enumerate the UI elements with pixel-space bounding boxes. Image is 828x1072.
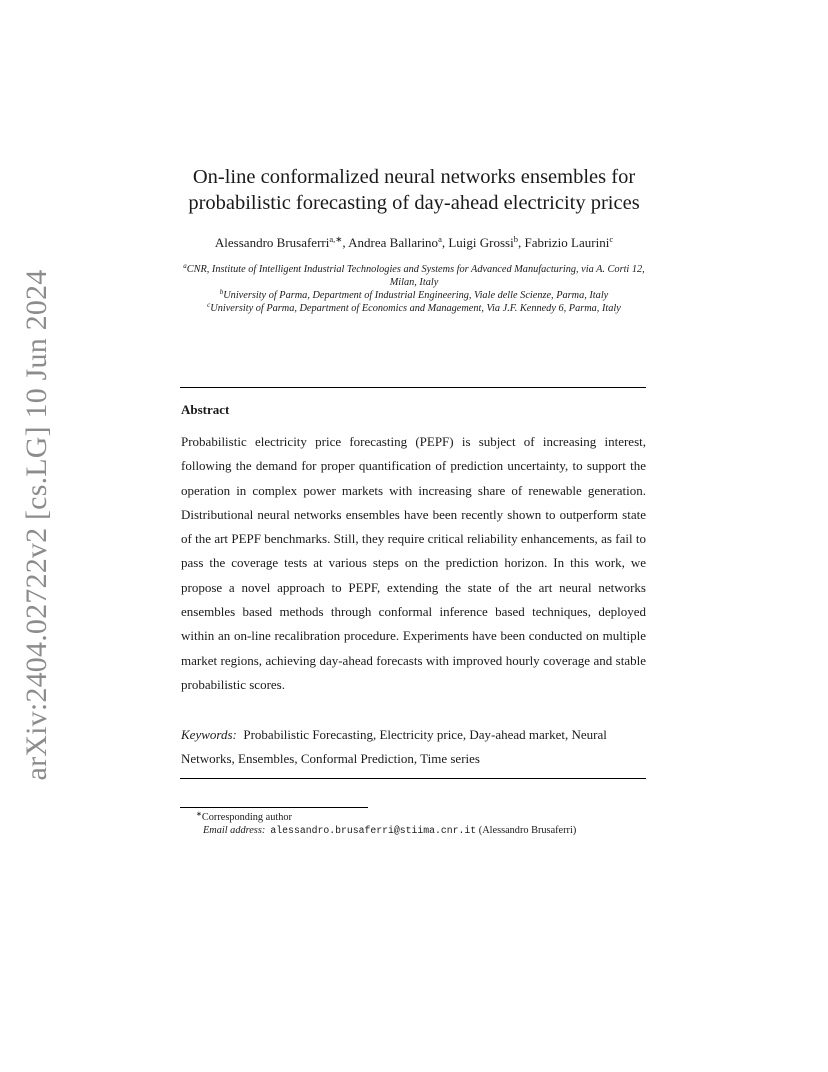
- keywords-text: Probabilistic Forecasting, Electricity price, Day-ahead market, Neural Networks, Ensembles, Conformal Prediction, Time series: [181, 727, 607, 767]
- corresponding-author-note: [196, 811, 576, 824]
- author-name: Alessandro Brusaferri: [214, 235, 330, 250]
- footnote-rule: [180, 807, 368, 808]
- affiliation-text: University of Parma, Department of Economics and Management, Via J.F. Kennedy 6, Parma, Italy: [210, 303, 621, 314]
- affiliation-mark: b: [219, 288, 224, 296]
- affiliation: [178, 289, 650, 302]
- corresponding-author-text: Corresponding author: [201, 812, 292, 823]
- email-label: Email address:: [203, 825, 266, 836]
- footnote-mark: ∗: [196, 810, 202, 818]
- affiliation-mark: c: [207, 301, 211, 309]
- author-affiliation-mark: c: [609, 234, 614, 244]
- abstract-heading: Abstract: [181, 402, 230, 417]
- arxiv-identifier-stamp: arXiv:2404.02722v2 [cs.LG] 10 Jun 2024: [20, 269, 53, 781]
- affiliation-list: [178, 263, 650, 315]
- email-address: alessandro.brusaferri@stiima.cnr.it: [270, 825, 477, 836]
- author-list: Alessandro Brusaferri$^{a,∗}$, Andrea Ballarino$^a$, Luigi Grossi$^b$, Fabrizio Laurini$^c$: [214, 234, 614, 250]
- affiliation: [178, 302, 650, 315]
- footnotes: [196, 811, 576, 837]
- author-name: Fabrizio Laurini: [524, 235, 610, 250]
- title-line: On-line conformalized neural networks ensembles for: [192, 166, 636, 188]
- author-affiliation-mark: a,∗: [329, 234, 343, 244]
- affiliation-text: CNR, Institute of Intelligent Industrial Technologies and Systems for Advanced Manufacturing, via A. Corti 12, Milan, Italy: [186, 264, 645, 288]
- abstract-top-rule: [180, 387, 646, 388]
- email-note: [196, 824, 576, 837]
- author-name: Andrea Ballarino: [348, 235, 439, 250]
- author-affiliation-mark: a: [438, 234, 442, 244]
- paper-title: [150, 164, 678, 216]
- abstract-text: Probabilistic electricity price forecasting (PEPF) is subject of increasing interest, following the demand for proper quantification of prediction uncertainty, to support the operation in complex power markets with increasing share of renewable generation. Distributional neural networks ensembles have been recently shown to outperform state of the art PEPF benchmarks. Still, they require critical reliability enhancements, as fail to pass the coverage tests at various steps on the prediction horizon. In this work, we propose a novel approach to PEPF, extending the state of the art neural networks ensembles based methods through conformal inference based techniques, deployed within an on-line recalibration procedure. Experiments have been conducted on multiple market regions, achieving day-ahead forecasts with improved hourly coverage and stable probabilistic scores.: [181, 434, 646, 692]
- keywords: [181, 723, 646, 772]
- author-name: Luigi Grossi: [448, 235, 514, 250]
- abstract-bottom-rule: [180, 778, 646, 779]
- keywords-label: Keywords:: [181, 727, 237, 742]
- affiliation: [178, 263, 650, 289]
- affiliation-mark: a: [183, 262, 187, 270]
- affiliation-text: University of Parma, Department of Industrial Engineering, Viale delle Scienze, Parma, Italy: [223, 290, 609, 301]
- email-owner: (Alessandro Brusaferri): [478, 825, 577, 836]
- author-affiliation-mark: b: [513, 234, 518, 244]
- title-line: probabilistic forecasting of day-ahead electricity prices: [188, 192, 640, 214]
